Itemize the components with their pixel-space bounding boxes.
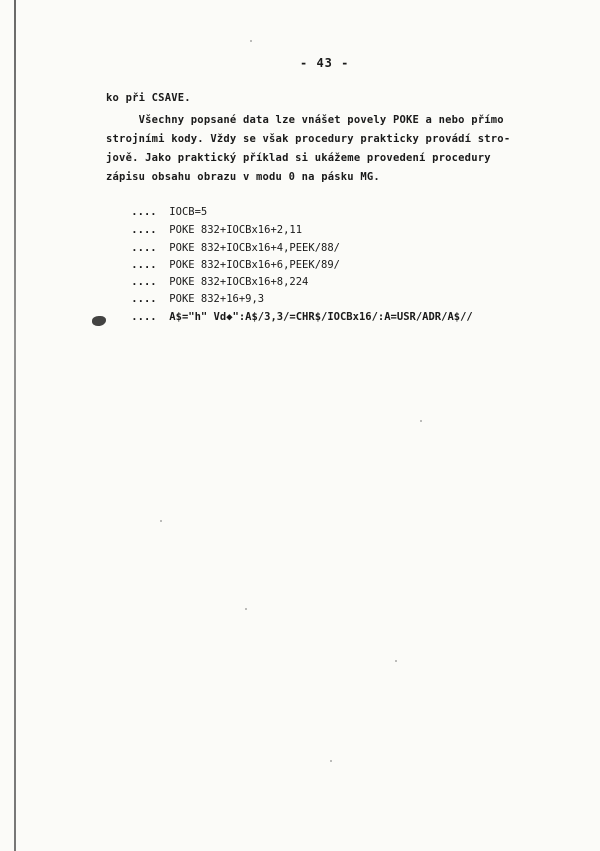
- paragraph-line: ko při CSAVE.: [106, 92, 191, 104]
- scan-speck: [245, 608, 247, 610]
- code-prefix: ....: [131, 259, 157, 271]
- code-text: A$="h" Vd◆":A$/3,3/=CHR$/IOCBx16/:A=USR/ADR/A$//: [169, 311, 473, 323]
- paragraph-line: jově. Jako praktický příklad si ukážeme provedení procedury: [106, 152, 491, 164]
- code-text: POKE 832+IOCBx16+6,PEEK/89/: [169, 259, 340, 271]
- code-line: [106, 299, 473, 335]
- scan-speck: [420, 420, 422, 422]
- ink-blot: [92, 316, 106, 326]
- code-text: POKE 832+16+9,3: [169, 293, 265, 305]
- scan-speck: [250, 40, 252, 42]
- paragraph-line: Všechny popsané data lze vnášet povely POKE a nebo přímo: [106, 114, 504, 126]
- code-prefix: ....: [131, 206, 157, 218]
- code-prefix: ....: [131, 276, 157, 288]
- scan-speck: [160, 520, 162, 522]
- paragraph-line: strojními kody. Vždy se však procedury prakticky provádí stro-: [106, 133, 511, 145]
- code-text: POKE 832+IOCBx16+2,11: [169, 224, 303, 236]
- code-prefix: ....: [131, 293, 157, 305]
- code-text: POKE 832+IOCBx16+4,PEEK/88/: [169, 242, 340, 254]
- code-text: IOCB=5: [169, 206, 208, 218]
- left-margin-rule: [14, 0, 16, 851]
- paragraph-line: zápisu obsahu obrazu v modu 0 na pásku MG.: [106, 171, 380, 183]
- scan-speck: [330, 760, 332, 762]
- page-number: - 43 -: [300, 56, 350, 70]
- code-prefix: ....: [131, 242, 157, 254]
- scan-speck: [395, 660, 397, 662]
- code-prefix: ....: [131, 311, 157, 323]
- code-prefix: ....: [131, 224, 157, 236]
- code-text: POKE 832+IOCBx16+8,224: [169, 276, 309, 288]
